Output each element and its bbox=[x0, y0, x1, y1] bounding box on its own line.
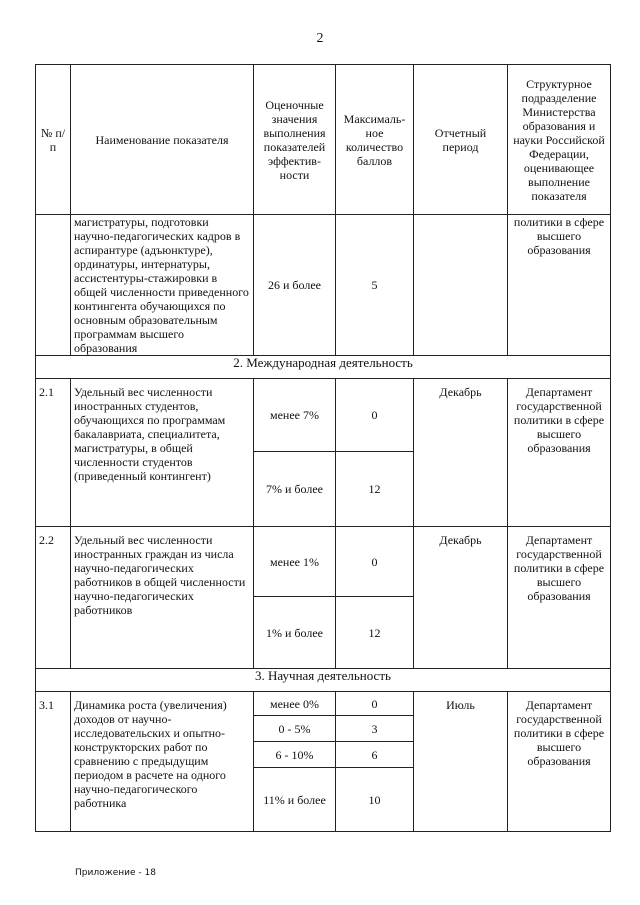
row-2-1-value-1: 7% и более bbox=[254, 452, 336, 527]
row-2-1-points-0: 0 bbox=[336, 379, 414, 452]
row-3-1-points-1: 3 bbox=[336, 716, 414, 742]
row-3-1 bbox=[36, 692, 611, 716]
section-heading-3 bbox=[36, 669, 611, 692]
row-2-2-name: Удельный вес численности иностранных граждан из числа научно-педагогических работников в общей численности научно-педагогических работников bbox=[71, 527, 254, 669]
continued-points: 5 bbox=[336, 215, 414, 356]
row-3-1-num: 3.1 bbox=[36, 692, 71, 832]
row-2-2-points-1: 12 bbox=[336, 597, 414, 669]
row-3-1-period: Июль bbox=[414, 692, 508, 832]
section-3-title: 3. Научная деятельность bbox=[36, 669, 611, 692]
header-period: Отчетный период bbox=[414, 65, 508, 215]
indicators-table bbox=[35, 64, 611, 832]
row-2-2-value-0: менее 1% bbox=[254, 527, 336, 597]
section-2-title: 2. Международная деятельность bbox=[36, 356, 611, 379]
continued-value: 26 и более bbox=[254, 215, 336, 356]
row-2-1-department: Департамент государственной политики в сфере высшего образования bbox=[508, 379, 611, 527]
row-2-1-name: Удельный вес численности иностранных студентов, обучающихся по программам бакалавриата, специалитета, магистратуры, в общей численности студентов (приведенный контингент) bbox=[71, 379, 254, 527]
row-2-1-period: Декабрь bbox=[414, 379, 508, 527]
section-heading-2 bbox=[36, 356, 611, 379]
row-3-1-points-3: 10 bbox=[336, 768, 414, 832]
page-number: 2 bbox=[316, 31, 324, 46]
header-department: Структурное подразделение Министерства образования и науки Российской Федерации, оценивающее выполнение показателя bbox=[508, 65, 611, 215]
row-3-1-points-0: 0 bbox=[336, 692, 414, 716]
row-2-2-value-1: 1% и более bbox=[254, 597, 336, 669]
row-2-1-value-0: менее 7% bbox=[254, 379, 336, 452]
row-3-1-name: Динамика роста (увеличения) доходов от научно-исследовательских и опытно-конструкторских работ по сравнению с предыдущим периодом в расчете на одного научно-педагогического работника bbox=[71, 692, 254, 832]
row-2-2-department: Департамент государственной политики в сфере высшего образования bbox=[508, 527, 611, 669]
footer-appendix: Приложение - 18 bbox=[75, 868, 156, 878]
header-estimated: Оценочные значения выполнения показателей эффектив-ности bbox=[254, 65, 336, 215]
row-2-1-num: 2.1 bbox=[36, 379, 71, 527]
continued-name: магистратуры, подготовки научно-педагогических кадров в аспирантуре (адъюнктуре), ординатуры, интернатуры, ассистентуры-стажировки в общей численности приведенного контингента обучающихся по основным образовательным программам высшего образования bbox=[71, 215, 254, 356]
row-3-1-value-1: 0 - 5% bbox=[254, 716, 336, 742]
row-3-1-points-2: 6 bbox=[336, 742, 414, 768]
row-3-1-value-2: 6 - 10% bbox=[254, 742, 336, 768]
header-name: Наименование показателя bbox=[71, 65, 254, 215]
header-row bbox=[36, 65, 611, 215]
row-2-1 bbox=[36, 379, 611, 452]
row-3-1-value-3: 11% и более bbox=[254, 768, 336, 832]
continued-department: политики в сфере высшего образования bbox=[508, 215, 611, 356]
row-3-1-value-0: менее 0% bbox=[254, 692, 336, 716]
continued-num bbox=[36, 215, 71, 356]
row-2-2-points-0: 0 bbox=[336, 527, 414, 597]
row-2-2-num: 2.2 bbox=[36, 527, 71, 669]
row-2-2-period: Декабрь bbox=[414, 527, 508, 669]
row-2-2 bbox=[36, 527, 611, 597]
continued-period bbox=[414, 215, 508, 356]
row-3-1-department: Департамент государственной политики в сфере высшего образования bbox=[508, 692, 611, 832]
row-2-1-points-1: 12 bbox=[336, 452, 414, 527]
header-max-points: Максималь-ное количество баллов bbox=[336, 65, 414, 215]
header-num: № п/п bbox=[36, 65, 71, 215]
continued-row bbox=[36, 215, 611, 356]
